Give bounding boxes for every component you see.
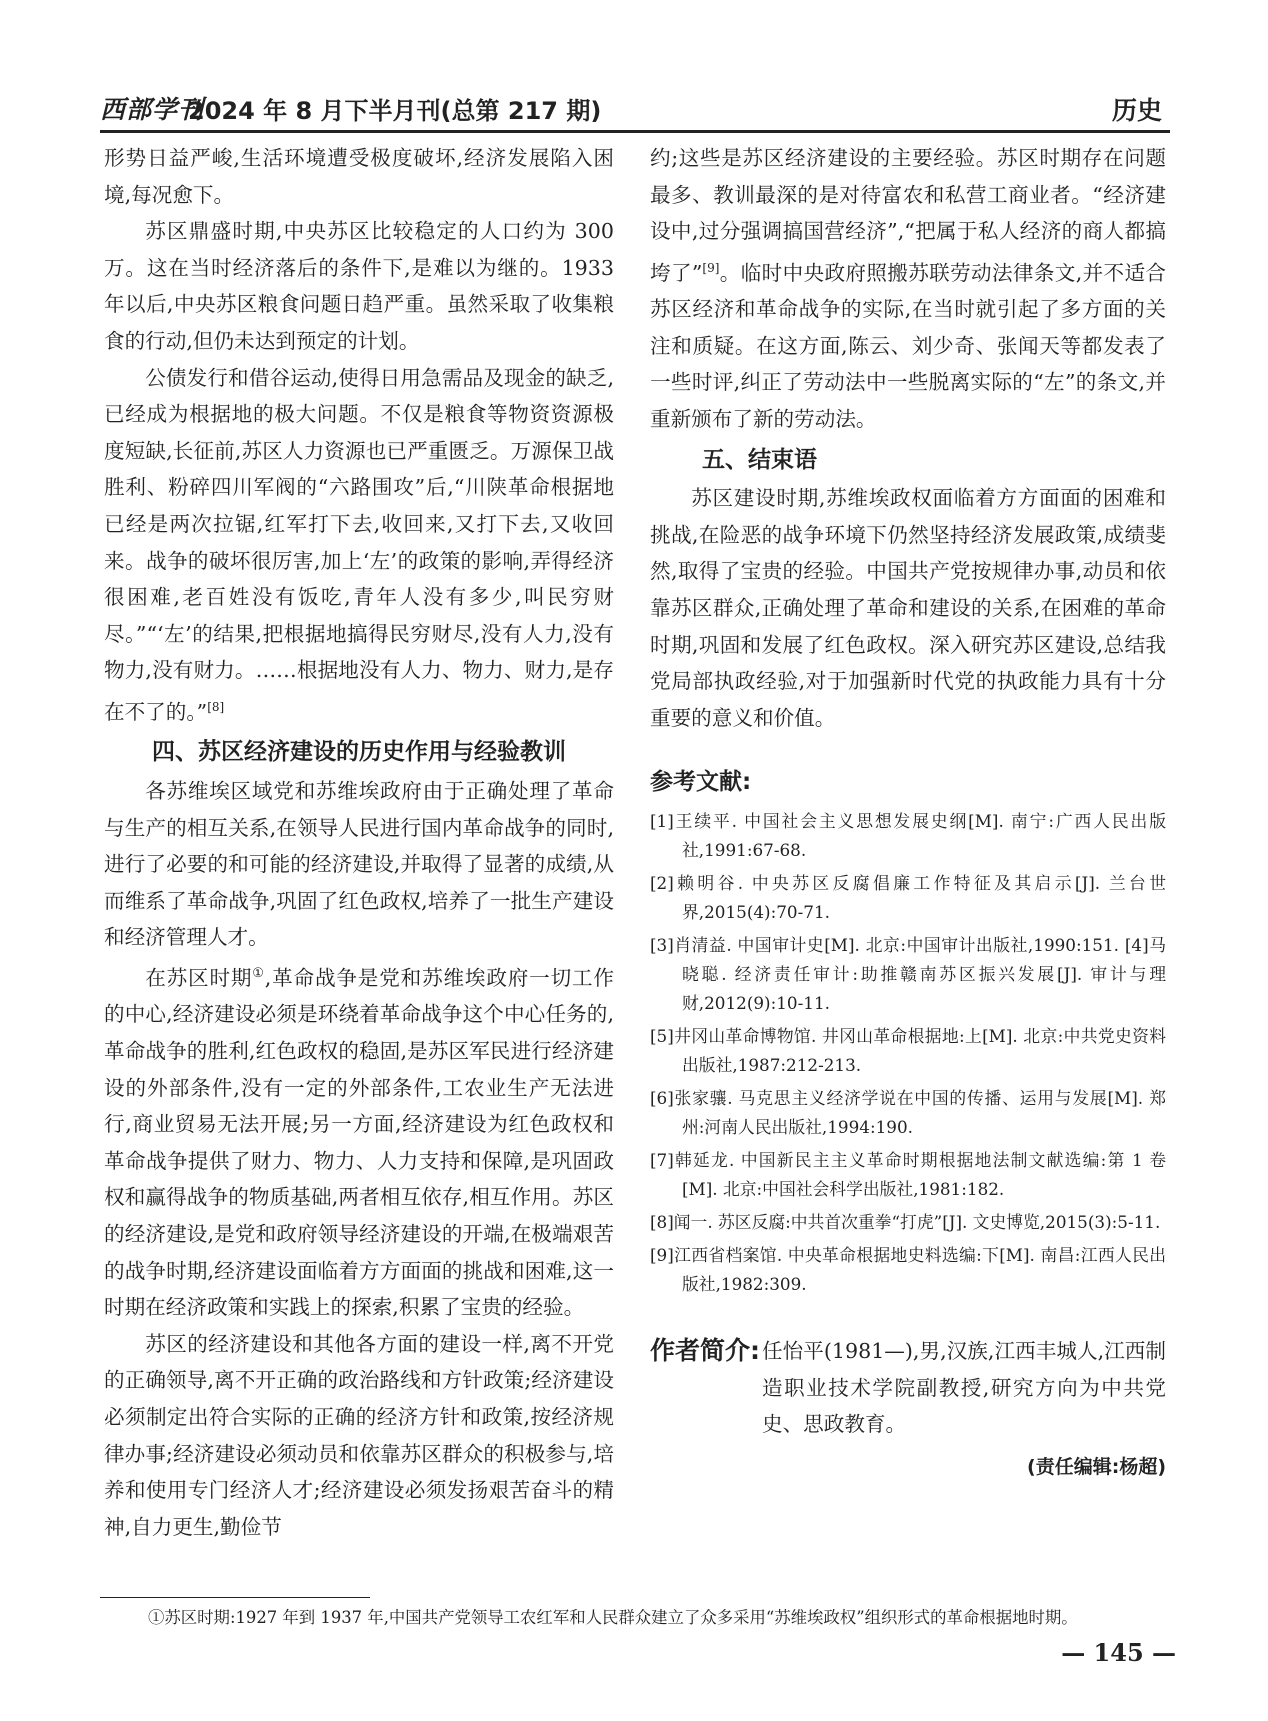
right-column (650, 140, 1166, 1485)
header-rule (100, 130, 1170, 133)
footnote: ①苏区时期:1927 年到 1937 年,中国共产党领导工农红军和人民群众建立了众多采用“苏维埃政权”组织形式的革命根据地时期。 (148, 1608, 1078, 1627)
footnote-marker[interactable]: ① (252, 965, 265, 981)
page-number: — 145 — (1061, 1638, 1176, 1667)
section-heading: 四、苏区经济建设的历史作用与经验教训 (152, 739, 566, 766)
reference-item: [8]闻一. 苏区反腐:中共首次重拳“打虎”[J]. 文史博览,2015(3):5-11. (650, 1211, 1161, 1232)
left-column (104, 140, 614, 1545)
section-heading: 五、结束语 (702, 446, 817, 473)
paragraph: 苏区鼎盛时期,中央苏区比较稳定的人口约为 300 万。这在当时经济落后的条件下,是难以为继的。1933 年以后,中央苏区粮食问题日趋严重。虽然采取了收集粮食的行动,但仍未达到预定的计划。 (104, 219, 614, 353)
author-label: 作者简介: (650, 1335, 760, 1365)
reference-item: [1]王续平. 中国社会主义思想发展史纲[M]. 南宁:广西人民出版社,1991:67-68. (650, 810, 1166, 860)
references-title: 参考文献: (650, 769, 752, 796)
paragraph (104, 360, 614, 731)
reference-item: [2]赖明谷. 中央苏区反腐倡廉工作特征及其启示[J]. 兰台世界,2015(4):70-71. (650, 872, 1166, 922)
journal-logo: 西部学刊 (100, 95, 205, 124)
paragraph (104, 956, 614, 1326)
paragraph-text: ,革命战争是党和苏维埃政府一切工作的中心,经济建设必须是环绕着革命战争这个中心任务的,革命战争的胜利,红色政权的稳固,是苏区军民进行经济建设的外部条件,没有一定的外部条件,工农业生产无法进行,商业贸易无法开展;另一方面,经济建设为红色政权和革命战争提供了财力、物力、人力支持和保障,是巩固政权和赢得战争的物质基础,两者相互依存,相互作用。苏区的经济建设,是党和政府领导经济建设的开端,在极端艰苦的战争时期,经济建设面临着方方面面的挑战和困难,这一时期在经济政策和实践上的探索,积累了宝贵的经验。 (104, 965, 615, 1320)
citation-ref: [8] (207, 699, 225, 714)
reference-item: [9]江西省档案馆. 中央革命根据地史料选编:下[M]. 南昌:江西人民出版社,1982:309. (650, 1244, 1166, 1294)
paragraph-text: 。临时中央政府照搬苏联劳动法律条文,并不适合苏区经济和革命战争的实际,在当时就引起了多方面的关注和质疑。在这方面,陈云、刘少奇、张闻天等都发表了一些时评,纠正了劳动法中一些脱离实际的“左”的条文,并重新颁布了新的劳动法。 (650, 260, 1166, 432)
reference-item: [3]肖清益. 中国审计史[M]. 北京:中国审计出版社,1990:151. [4]马晓聪. 经济责任审计:助推赣南苏区振兴发展[J]. 审计与理财,2012(9):10-11. (650, 934, 1166, 1013)
paragraph: 各苏维埃区域党和苏维埃政府由于正确处理了革命与生产的相互关系,在领导人民进行国内革命战争的同时,进行了必要的和可能的经济建设,并取得了显著的成绩,从而维系了革命战争,巩固了红色政权,培养了一批生产建设和经济管理人才。 (104, 778, 614, 950)
paragraph-text: 在苏区时期 (145, 965, 253, 990)
footnote-rule (100, 1597, 370, 1598)
page-header (100, 86, 1170, 126)
citation-ref: [9] (702, 260, 720, 275)
author-text: 任怡平(1981—),男,汉族,江西丰城人,江西制造职业技术学院副教授,研究方向为中共党史、思政教育。 (762, 1338, 1166, 1437)
paragraph: 苏区建设时期,苏维埃政权面临着方方面面的困难和挑战,在险恶的战争环境下仍然坚持经济发展政策,成绩斐然,取得了宝贵的经验。中国共产党按规律办事,动员和依靠苏区群众,正确处理了革命和建设的关系,在困难的革命时期,巩固和发展了红色政权。深入研究苏区建设,总结我党局部执政经验,对于加强新时代党的执政能力具有十分重要的意义和价值。 (650, 486, 1166, 730)
section-tag: 历史 (1111, 96, 1162, 125)
reference-item: [6]张家骧. 马克思主义经济学说在中国的传播、运用与发展[M]. 郑州:河南人民出版社,1994:190. (650, 1087, 1166, 1137)
paragraph-text: 约;这些是苏区经济建设的主要经验。苏区时期存在问题最多、教训最深的是对待富农和私营工商业者。“经济建设中,过分强调搞国营经济”,“把属于私人经济的商人都搞垮了” (650, 146, 1166, 285)
paragraph (650, 140, 1166, 438)
issue-info: 2024 年 8 月下半月刊(总第 217 期) (188, 97, 602, 125)
reference-item: [5]井冈山革命博物馆. 井冈山革命根据地:上[M]. 北京:中共党史资料出版社,1987:212-213. (650, 1025, 1166, 1075)
paragraph: 苏区的经济建设和其他各方面的建设一样,离不开党的正确领导,离不开正确的政治路线和方针政策;经济建设必须制定出符合实际的正确的经济方针和政策,按经济规律办事;经济建设必须动员和依靠苏区群众的积极参与,培养和使用专门经济人才;经济建设必须发扬艰苦奋斗的精神,自力更生,勤俭节 (104, 1331, 614, 1539)
reference-list (650, 807, 1166, 1299)
paragraph: 形势日益严峻,生活环境遭受极度破坏,经济发展陷入困境,每况愈下。 (104, 146, 614, 207)
responsible-editor: (责任编辑:杨超) (1027, 1455, 1166, 1478)
paragraph-text: 公债发行和借谷运动,使得日用急需品及现金的缺乏,已经成为根据地的极大问题。不仅是粮食等物资资源极度短缺,长征前,苏区人力资源也已严重匮乏。万源保卫战胜利、粉碎四川军阀的“六路围攻”后,“川陕革命根据地已经是两次拉锯,红军打下去,收回来,又打下去,又收回来。战争的破坏很厉害,加上‘左’的政策的影响,弄得经济很困难,老百姓没有饭吃,青年人没有多少,叫民穷财尽。”“‘左’的结果,把根据地搞得民穷财尽,没有人力,没有物力,没有财力。……根据地没有人力、物力、财力,是存在不了的。” (104, 365, 614, 724)
reference-item: [7]韩延龙. 中国新民主主义革命时期根据地法制文献选编:第 1 卷[M]. 北京:中国社会科学出版社,1981:182. (650, 1149, 1166, 1199)
author-bio (650, 1333, 1166, 1443)
